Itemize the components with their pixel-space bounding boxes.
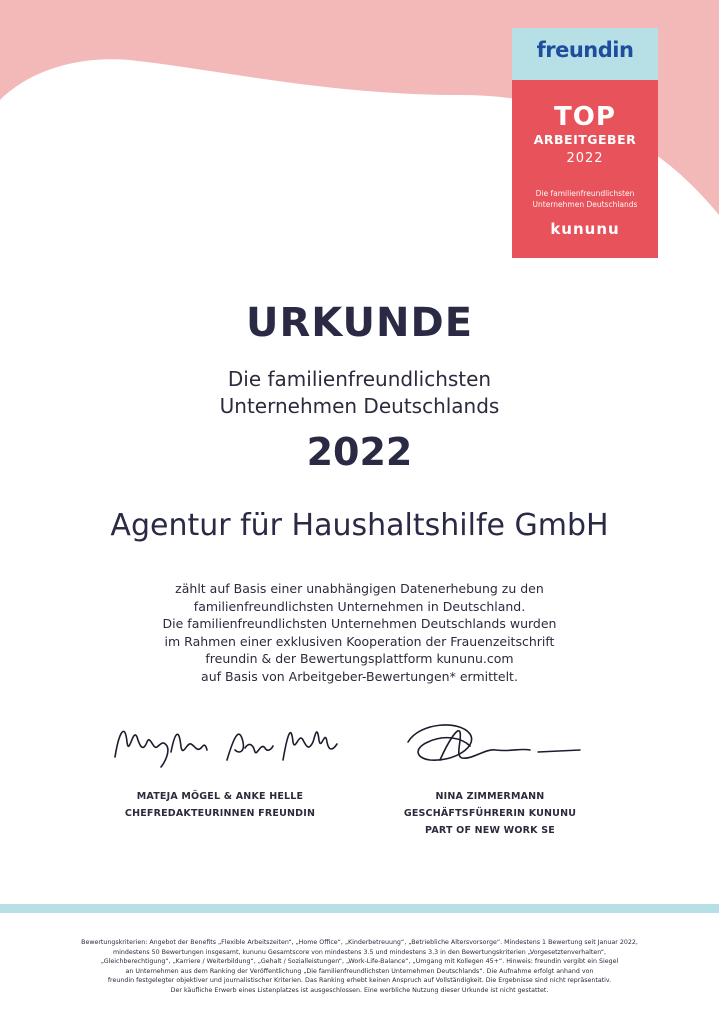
signature-left (105, 712, 345, 772)
signer-role-left: CHEFREDAKTEURINNEN FREUNDIN (124, 808, 316, 819)
footer-line: an Unternehmen aus dem Ranking der Veröffentlichung „Die familienfreundlichsten Unternehmen Deutschlands“. Die Aufnahme erfolgt anhand von (125, 967, 594, 975)
badge-kununu-logo: kununu (550, 220, 620, 238)
subtitle-line1: Die familienfreundlichsten (227, 367, 492, 391)
company-name: Agentur für Haushaltshilfe GmbH (110, 508, 609, 543)
badge-desc-line1: Die familienfreundlichsten (535, 189, 635, 198)
footer-stripe (0, 904, 719, 913)
badge-employer-label: ARBEITGEBER (533, 132, 637, 147)
certificate-title: URKUNDE (245, 300, 474, 346)
footer-line: Bewertungskriterien: Angebot der Benefits „Flexible Arbeitszeiten“, „Home Office“, „Kinderbetreuung“, „Betriebliche Altersvorsorge“. Mindestens 1 Bewertung seit Januar 2022, (81, 939, 638, 946)
signer-role-right: GESCHÄFTSFÜHRERIN KUNUNU (403, 808, 577, 819)
badge-header (512, 28, 658, 80)
badge-description (512, 188, 658, 210)
badge-desc-line2: Unternehmen Deutschlands (532, 200, 638, 209)
signer-name-right: NINA ZIMMERMANN (435, 791, 545, 802)
subtitle-line2: Unternehmen Deutschlands (219, 394, 500, 418)
badge-brand-logo: freundin (536, 38, 634, 62)
body-line: Die familienfreundlichsten Unternehmen Deutschlands wurden (162, 616, 557, 631)
body-line: zählt auf Basis einer unabhängigen Datenerhebung zu den (175, 581, 544, 596)
badge-year: 2022 (566, 151, 604, 166)
badge-top-label: TOP (554, 102, 616, 132)
signature-caption-left (80, 788, 360, 822)
certificate-body (0, 580, 719, 685)
certificate-subtitle (0, 366, 719, 420)
body-line: auf Basis von Arbeitgeber-Bewertungen* ermittelt. (201, 668, 518, 684)
top-employer-badge (512, 28, 658, 258)
signature-caption-right (380, 788, 600, 839)
signer-names-left: MATEJA MÖGEL & ANKE HELLE (136, 791, 304, 802)
footer-line: mindestens 50 Bewertungen insgesamt, kununu Gesamtscore von mindestens 3.5 und mindestens 3.3 in den Bewertungskriterien „Vorgesetztenverhalten“, (113, 948, 606, 956)
certificate-year: 2022 (306, 430, 413, 474)
footer-line: freundin festgelegter objektiver und journalistischer Kriterien. Das Ranking erhebt keinen Anspruch auf Vollständigkeit. Die Ergebnisse sind nicht repräsentativ. (107, 977, 612, 984)
signature-right (400, 712, 590, 772)
body-line: im Rahmen einer exklusiven Kooperation der Frauenzeitschrift (164, 633, 555, 649)
signer-company-right: PART OF NEW WORK SE (425, 825, 555, 836)
body-line: freundin & der Bewertungsplattform kununu.com (205, 651, 514, 666)
footer-criteria (20, 938, 699, 995)
badge-body (512, 102, 658, 238)
footer-line: Der käufliche Erwerb eines Listenplatzes ist ausgeschlossen. Eine werbliche Nutzung dieser Urkunde ist nicht gestattet. (170, 986, 549, 994)
footer-line: „Gleichberechtigung“, „Karriere / Weiterbildung“, „Gehalt / Sozialleistungen“, „Work-Life-Balance“, „Umgang mit Kollegen 45+“. Hinweis: freundin vergibt ein Siegel (100, 958, 619, 965)
body-line: familienfreundlichsten Unternehmen in Deutschland. (193, 598, 526, 614)
